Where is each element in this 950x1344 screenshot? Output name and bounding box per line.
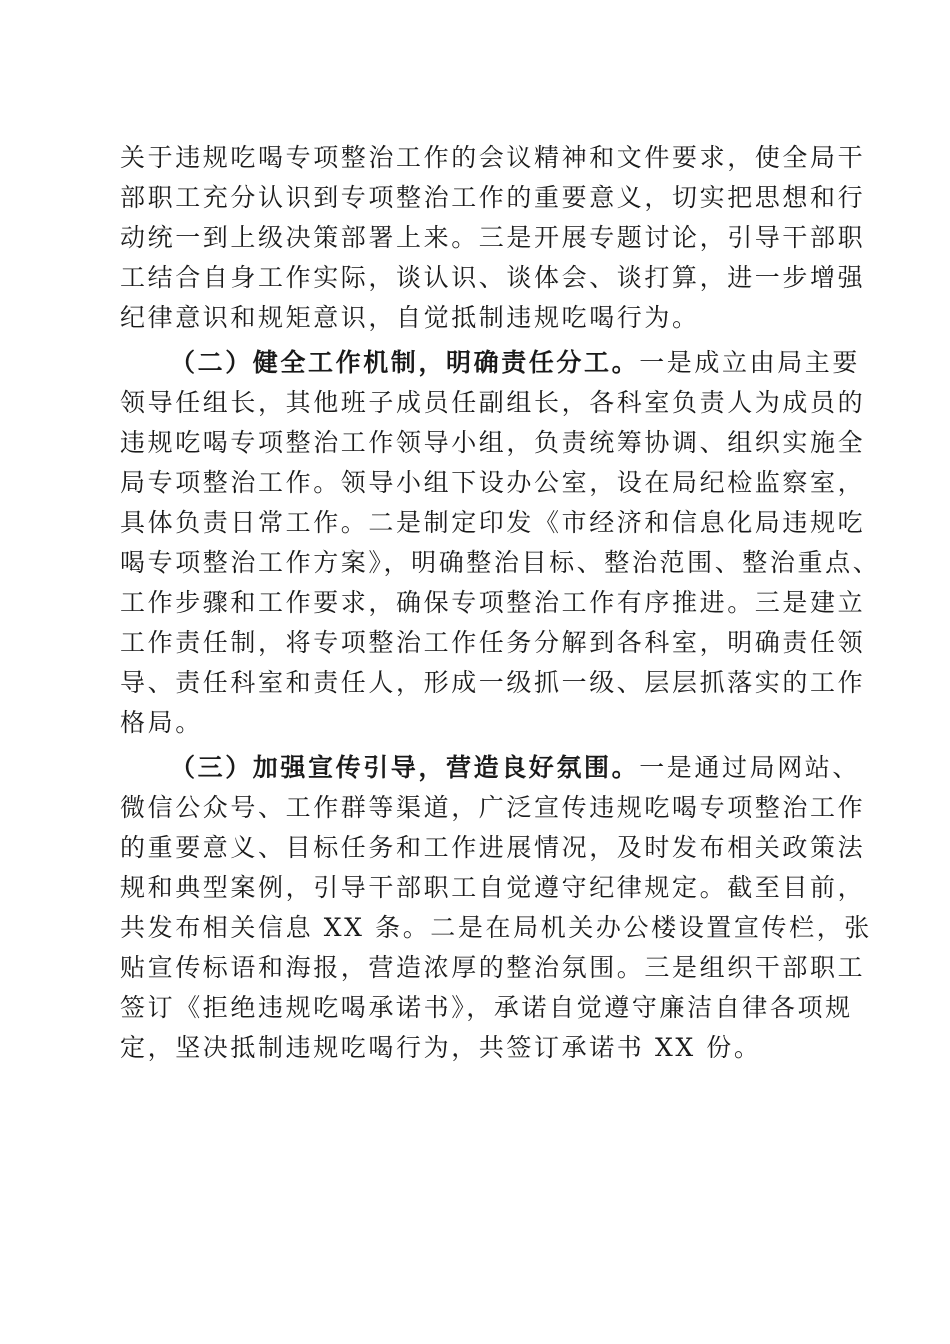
- section-3-line-2: 微信公众号、工作群等渠道，广泛宣传违规吃喝专项整治工作: [120, 793, 866, 822]
- section-3-line-5: 共发布相关信息 XX 条。二是在局机关办公楼设置宣传栏，张: [120, 913, 872, 942]
- paragraph-1-line-3: 动统一到上级决策部署上来。三是开展专题讨论，引导干部职: [120, 223, 866, 252]
- section-3-line-6: 贴宣传标语和海报，营造浓厚的整治氛围。三是组织干部职工: [120, 953, 866, 982]
- paragraph-1-line-1: 关于违规吃喝专项整治工作的会议精神和文件要求，使全局干: [120, 143, 866, 172]
- section-2-line-5: 具体负责日常工作。二是制定印发《市经济和信息化局违规吃: [120, 508, 866, 537]
- section-2-line-8: 工作责任制，将专项整治工作任务分解到各科室，明确责任领: [120, 628, 866, 657]
- paragraph-1-line-5: 纪律意识和规矩意识，自觉抵制违规吃喝行为。: [120, 303, 700, 332]
- section-3-heading: （三）加强宣传引导，营造良好氛围。: [170, 753, 640, 782]
- section-2-line-10: 格局。: [120, 708, 203, 737]
- section-2-line-4: 局专项整治工作。领导小组下设办公室，设在局纪检监察室，: [120, 468, 866, 497]
- section-2-line-3: 违规吃喝专项整治工作领导小组，负责统筹协调、组织实施全: [120, 428, 866, 457]
- section-2-line-2: 领导任组长，其他班子成员任副组长，各科室负责人为成员的: [120, 388, 866, 417]
- section-2-line-6: 喝专项整治工作方案》，明确整治目标、整治范围、整治重点、: [120, 548, 881, 577]
- paragraph-1-line-4: 工结合自身工作实际，谈认识、谈体会、谈打算，进一步增强: [120, 263, 866, 292]
- section-2-line-7: 工作步骤和工作要求，确保专项整治工作有序推进。三是建立: [120, 588, 866, 617]
- section-2-heading: （二）健全工作机制，明确责任分工。: [170, 348, 640, 377]
- section-2-line-9: 导、责任科室和责任人，形成一级抓一级、层层抓落实的工作: [120, 668, 866, 697]
- section-2-first-line: [170, 343, 860, 383]
- section-3-line-8: 定，坚决抵制违规吃喝行为，共签订承诺书 XX 份。: [120, 1033, 762, 1062]
- section-3-first-line: [170, 748, 860, 788]
- section-3-line-4: 规和典型案例，引导干部职工自觉遵守纪律规定。截至目前，: [120, 873, 866, 902]
- section-3-line-3: 的重要意义、目标任务和工作进展情况，及时发布相关政策法: [120, 833, 866, 862]
- section-3-first-line-text: 一是通过局网站、: [639, 753, 861, 782]
- section-3-line-7: 签订《拒绝违规吃喝承诺书》，承诺自觉遵守廉洁自律各项规: [120, 993, 853, 1022]
- paragraph-1-line-2: 部职工充分认识到专项整治工作的重要意义，切实把思想和行: [120, 183, 866, 212]
- section-2-first-line-text: 一是成立由局主要: [639, 348, 861, 377]
